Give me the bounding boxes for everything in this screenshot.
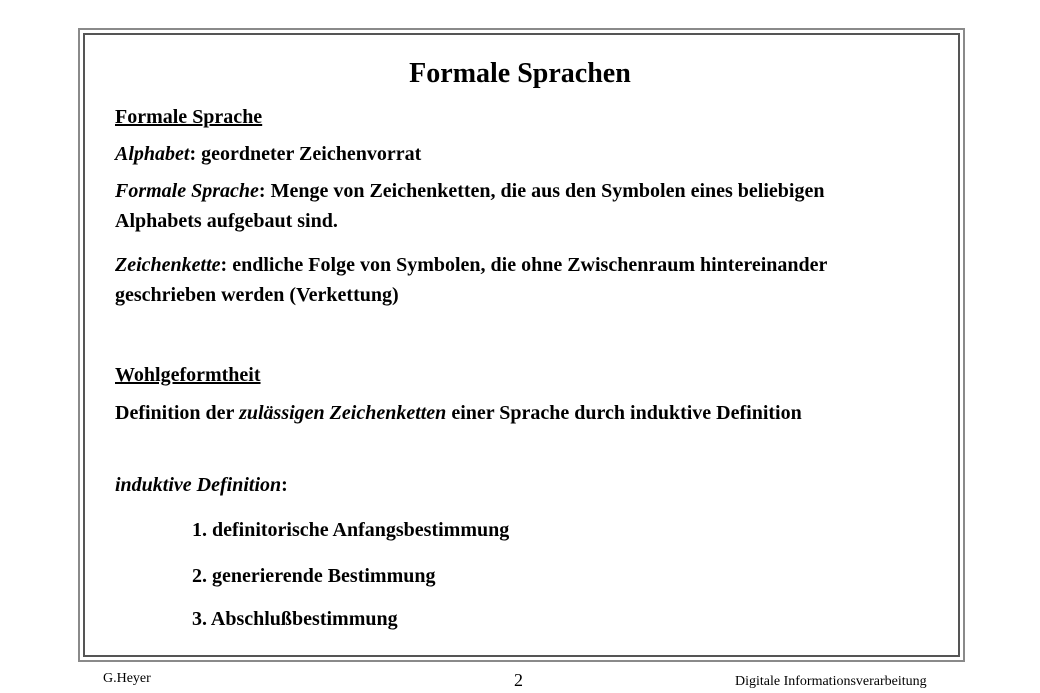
string-term: Zeichenkette — [115, 254, 221, 276]
wellformedness-text-after: einer Sprache durch induktive Definition — [446, 402, 802, 424]
formal-language-text: : Menge von Zeichenketten, die aus den Symbolen eines beliebigen Alphabets aufgebaut sind. — [115, 180, 825, 232]
wellformedness-definition — [115, 398, 905, 428]
step-item-1: 1. definitorische Anfangsbestimmung — [192, 519, 510, 541]
formal-language-definition — [115, 176, 905, 236]
string-text: : endliche Folge von Symbolen, die ohne Zwischenraum hintereinander geschrieben werden (Verkettung) — [115, 254, 828, 306]
formal-language-term: Formale Sprache — [115, 180, 259, 202]
section-heading-wohlgeformtheit: Wohlgeformtheit — [115, 364, 261, 386]
footer-author: G.Heyer — [103, 671, 151, 686]
step-item-2: 2. generierende Bestimmung — [192, 565, 436, 587]
alphabet-definition — [115, 139, 905, 169]
slide-title: Formale Sprachen — [409, 58, 631, 89]
footer-course: Digitale Informationsverarbeitung — [735, 674, 927, 689]
wellformedness-text-before: Definition der — [115, 402, 240, 424]
string-definition — [115, 250, 905, 310]
alphabet-term: Alphabet — [115, 143, 190, 165]
step-item-3: 3. Abschlußbestimmung — [192, 608, 398, 630]
inductive-definition-label — [115, 470, 905, 500]
section-heading-formale-sprache: Formale Sprache — [115, 106, 263, 128]
footer-page-number: 2 — [514, 670, 523, 690]
inductive-colon: : — [281, 474, 288, 496]
alphabet-text: : geordneter Zeichenvorrat — [189, 143, 422, 165]
wellformedness-emphasis: zulässigen Zeichenketten — [239, 402, 447, 424]
inductive-term: induktive Definition — [115, 474, 282, 496]
